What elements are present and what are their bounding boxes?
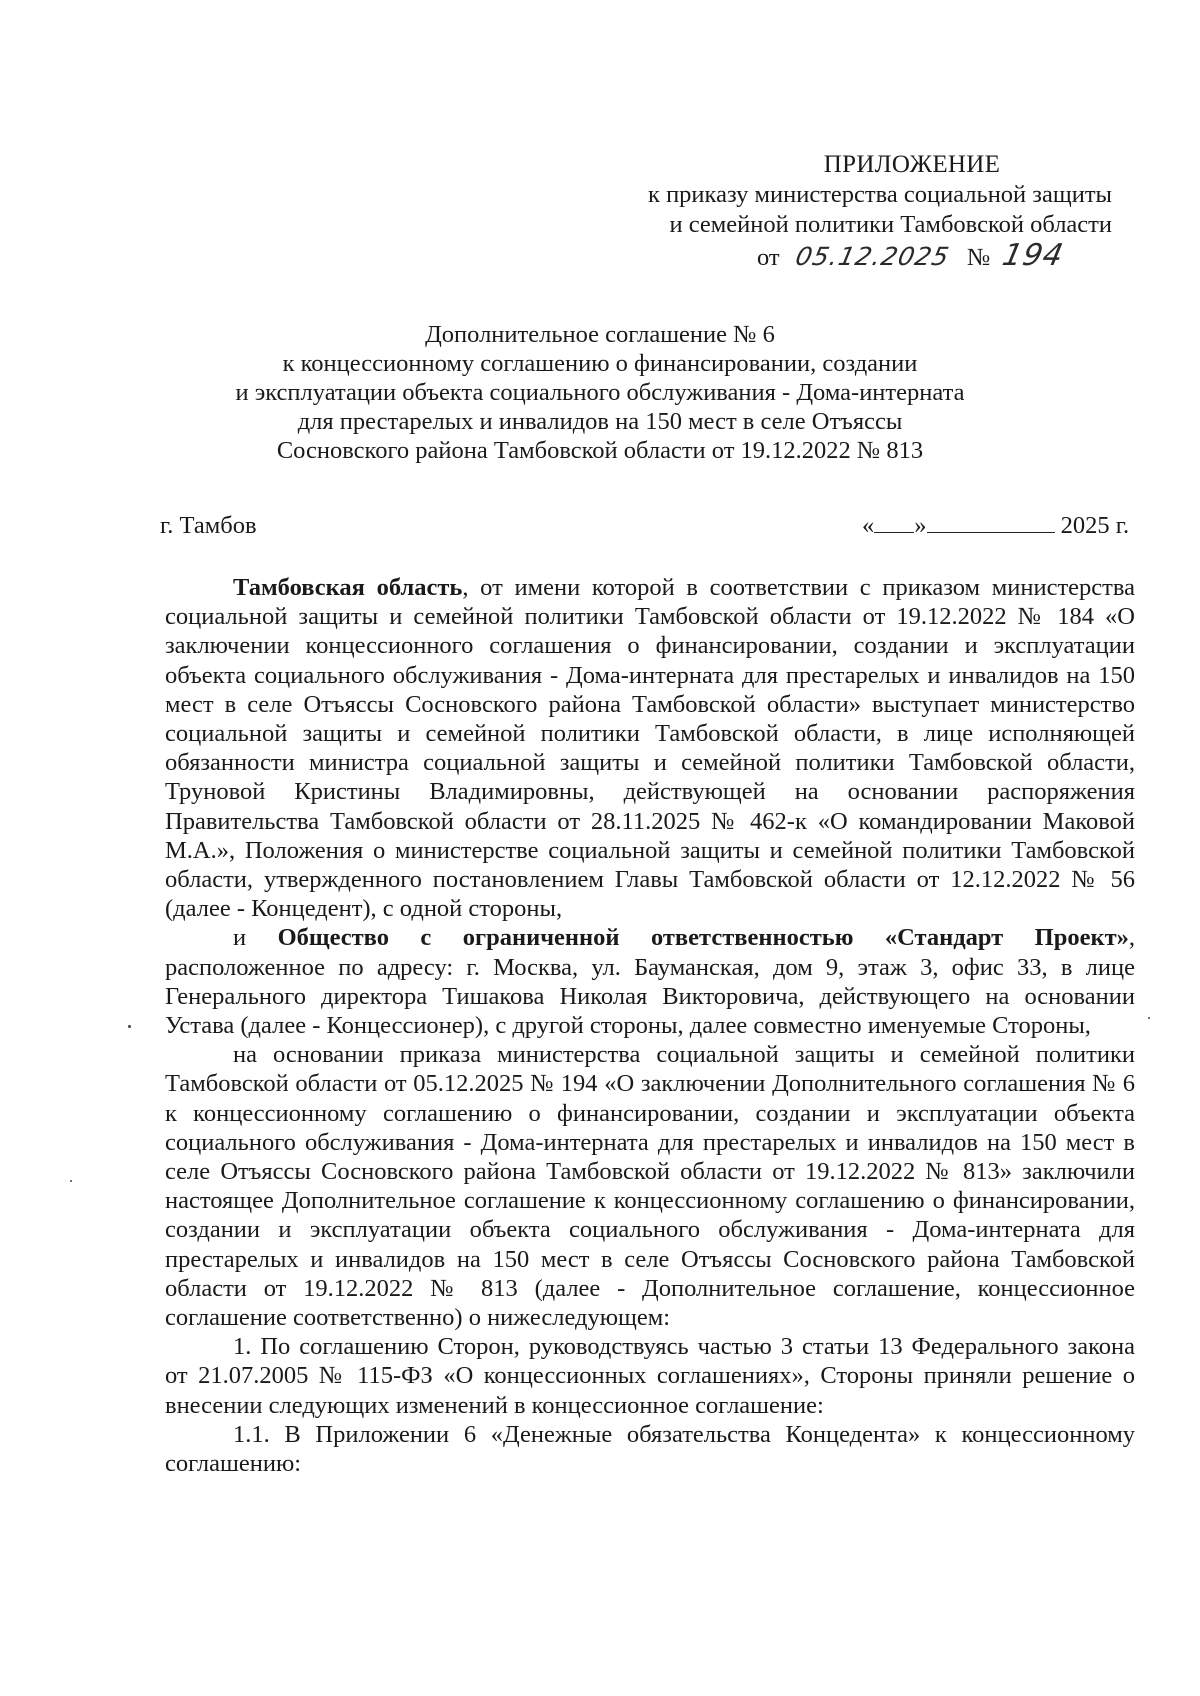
agreement-title-line-5: Сосновского района Тамбовской области от 19.12.2022 № 813 [276, 437, 924, 464]
paragraph-concessionaire-text: , расположенное по адресу: г. Москва, ул. Бауманская, дом 9, этаж 3, офис 33, в лице Генерального директора Тишакова Николая Викторовича, действующего на основании Устава (далее - Концессионер), с другой стороны, далее совместно именуемые Стороны, [165, 924, 1135, 1040]
close-quote: » [914, 512, 927, 539]
paragraph-basis: на основании приказа министерства социальной защиты и семейной политики Тамбовской области от 05.12.2025 № 194 «О заключении Дополнительного соглашения № 6 к концессионному соглашению о финансировании, создании и эксплуатации объекта социального обслуживания - Дома-интерната для престарелых и инвалидов на 150 мест в селе Отъяссы Сосновского района Тамбовской области от 19.12.2022 № 813» заключили настоящее Дополнительное соглашение к концессионному соглашению о финансировании, создании и эксплуатации объекта социального обслуживания - Дома-интерната для престарелых и инвалидов на 150 мест в селе Отъяссы Сосновского района Тамбовской области от 19.12.2022 № 813 (далее - Дополнительное соглашение, концессионное соглашение соответственно) о нижеследующем: [165, 1041, 1135, 1332]
number-label: № [967, 244, 991, 271]
scan-speck [1148, 1017, 1150, 1019]
paragraph-concessionaire-prefix: и [233, 924, 278, 952]
paragraph-concessionaire [165, 923, 1135, 1040]
agreement-title-line-4: для престарелых и инвалидов на 150 мест в селе Отъяссы [297, 408, 903, 435]
city-label: г. Тамбов [160, 512, 257, 539]
handwritten-date: 05.12.2025 [792, 242, 952, 271]
open-quote: « [862, 512, 875, 539]
month-blank [927, 512, 1055, 533]
paragraph-concedent [165, 573, 1135, 923]
concedent-name: Тамбовская область [233, 574, 463, 601]
agreement-body [165, 573, 1135, 1478]
handwritten-number: 194 [998, 238, 1067, 273]
year-label: 2025 г. [1060, 512, 1130, 539]
scan-speck [70, 1180, 72, 1182]
paragraph-clause-1-1: 1.1. В Приложении 6 «Денежные обязательства Концедента» к концессионному соглашению: [165, 1420, 1135, 1478]
appendix-line-1: к приказу министерства социальной защиты [648, 181, 1112, 208]
from-label: от [757, 244, 780, 271]
agreement-date-line [862, 512, 1129, 540]
agreement-title-line-3: и эксплуатации объекта социального обслуживания - Дома-интерната [235, 379, 965, 406]
appendix-title: ПРИЛОЖЕНИЕ [823, 151, 1001, 178]
agreement-title-line-2: к концессионному соглашению о финансировании, создании [282, 350, 918, 377]
paragraph-clause-1: 1. По соглашению Сторон, руководствуясь частью 3 статьи 13 Федерального закона от 21.07.2005 № 115-ФЗ «О концессионных соглашениях», Стороны приняли решение о внесении следующих изменений в концессионное соглашение: [165, 1333, 1135, 1419]
paragraph-concedent-text: , от имени которой в соответствии с приказом министерства социальной защиты и семейной политики Тамбовской области от 19.12.2022 № 184 «О заключении концессионного соглашения о финансировании, создании и эксплуатации объекта социального обслуживания - Дома-интерната для престарелых и инвалидов на 150 мест в селе Отъяссы Сосновского района Тамбовской области» выступает министерство социальной защиты и семейной политики Тамбовской области, в лице исполняющей обязанности министра социальной защиты и семейной политики Тамбовской области, Труновой Кристины Владимировны, действующей на основании распоряжения Правительства Тамбовской области от 28.11.2025 № 462-к «О командировании Маковой М.А.», Положения о министерстве социальной защиты и семейной политики Тамбовской области, утвержденного постановлением Главы Тамбовской области от 12.12.2022 № 56 (далее - Концедент), с одной стороны, [165, 574, 1135, 923]
appendix-line-2: и семейной политики Тамбовской области [669, 211, 1112, 238]
agreement-title-line-1: Дополнительное соглашение № 6 [425, 321, 775, 348]
day-blank [874, 512, 914, 533]
agreement-title [160, 320, 1040, 465]
scan-speck [128, 1025, 131, 1028]
appendix-header [592, 150, 1112, 240]
concessionaire-name: Общество с ограниченной ответственностью «Стандарт Проект» [277, 924, 1129, 952]
order-date-number [757, 238, 1067, 273]
